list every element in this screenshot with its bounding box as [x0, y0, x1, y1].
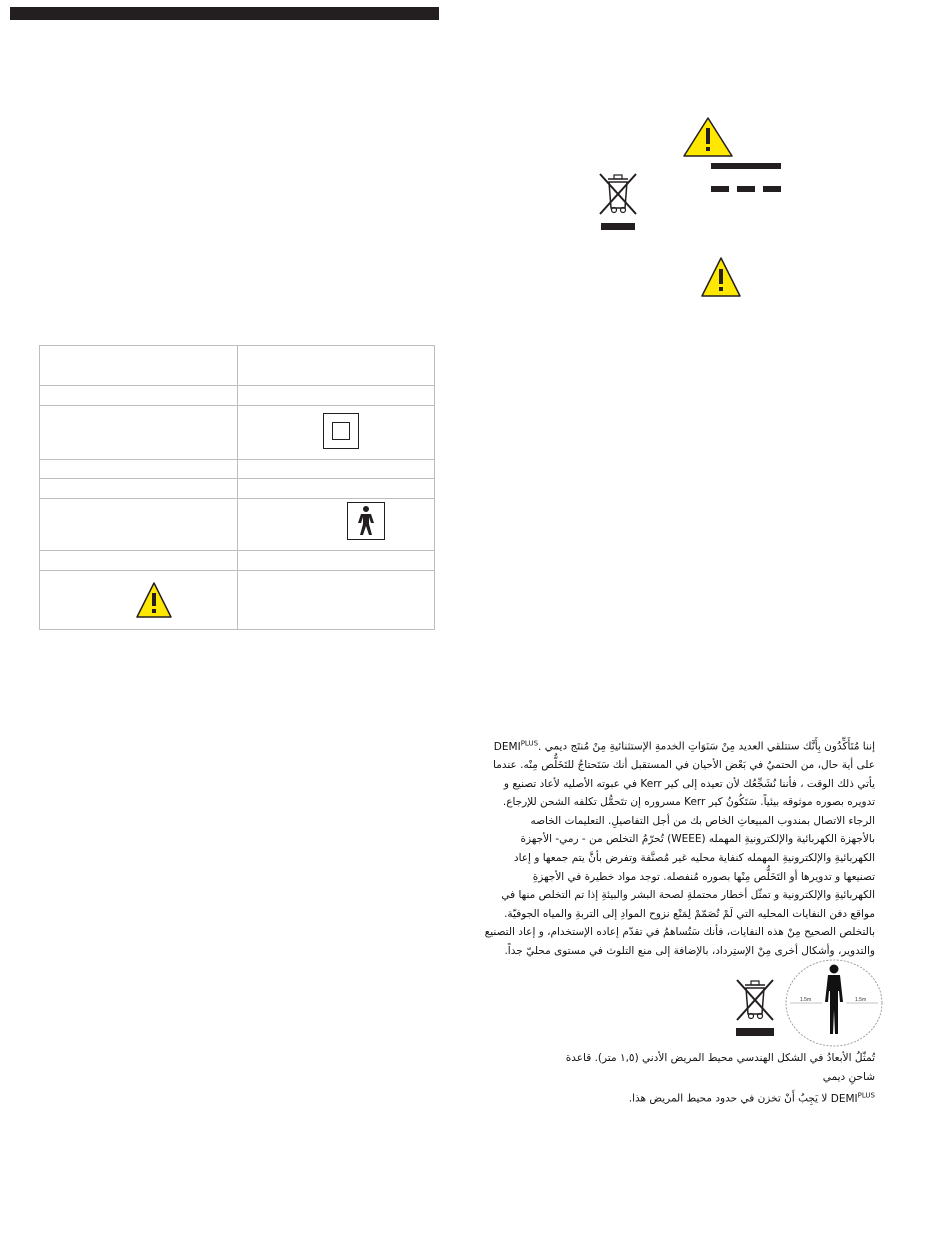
table-row — [40, 460, 434, 479]
paragraph-line: إننا مُتَأَكِّدُون بِأَنَّك ستتلقي العديد مِنْ سَنَوَاتِ الخدمةِ الإستثنائيةِ مِنْ مُنتَج ديمي $DEMI^{PLUS}$. — [493, 739, 875, 753]
type-bf-applied-part-icon — [347, 502, 385, 540]
paragraph-line: والتدوير، وأشكال أخرى مِنْ الإستِرداد، بالإضافة إلى منع التلوث في مستوى محليّ جداً. — [504, 945, 875, 958]
warning-triangle-icon — [700, 256, 742, 298]
paragraph-line: الكهربائيةِ والإلكترونية و تمثّل أخطار محتملةِ لصحة البشر والبيئةِ إذا تم التخلص منها في — [501, 889, 875, 902]
warning-triangle-icon — [135, 581, 173, 619]
table-row — [40, 406, 434, 460]
paragraph-line: الكهربائيةِ والإلكترونيةِ المهمله كنفاية محليه غير مُصنَّفة وتفرض بأنَّ يتم جمعها و إعاد — [513, 852, 875, 865]
class-ii-double-insulation-icon — [323, 413, 359, 449]
paragraph-line: تصنيعها و تدويرها أو التَخَلُّص مِنْها بصوره مُنفصله. توجد مواد خطيرة في الأجهزةِ — [532, 870, 875, 883]
warning-triangle-icon — [682, 116, 734, 158]
dimension-label-left: 1.5m — [800, 997, 812, 1003]
symbol-table — [39, 345, 435, 630]
caption-line: تُمثّلُ الأبعادُ في الشكل الهندسي محيط المريض الأدني (١,٥ متر). قاعدة شاحنِ ديمي — [565, 1052, 875, 1083]
table-row — [40, 499, 434, 551]
patient-environment-diagram — [784, 958, 884, 1048]
direct-current-icon — [711, 163, 781, 193]
caption-line: $DEMI^{PLUS}$ لا يَجِبُ أَنْ تخزن في حدود محيط المريض هذا. — [628, 1091, 875, 1105]
paragraph-line: بالأجهزة الكهربائية والإلكترونيةِ المهمله (WEEE) تُحرّمُ التخلص من - رمي- الأجهزة — [520, 833, 875, 846]
patient-environment-caption — [540, 1049, 875, 1108]
table-row — [40, 551, 434, 571]
brand-name: $DEMI^{PLUS}$ — [830, 1091, 875, 1105]
paragraph-line: تدويره بصوره موثوقه بيئياً. سَتَكُونُ كير Kerr مسروره إن تتَحمُّل تكلفه الشحن للإرجاع. — [502, 796, 875, 809]
crossed-out-wheelie-bin-icon — [596, 170, 640, 232]
dimension-label-right: 1.5m — [855, 997, 867, 1003]
standing-person-icon — [825, 965, 843, 1035]
paragraph-line: على أية حال، من الحتميُ في بَعْض الأحيان في المستقبل أنك سَتَحتاجُ للتَخَلُّص مِنْه. عندما — [493, 759, 875, 772]
paragraph-line: بالتخلص الصحيح مِنْ هذه النفايات، فأنك سَتُساهمُ في تقدّم إعاده الإستخدام، و إعاد التصنيع — [484, 926, 875, 939]
recycling-paragraph — [450, 734, 875, 961]
crossed-out-wheelie-bin-icon — [733, 976, 777, 1038]
table-row — [40, 386, 434, 406]
paragraph-line: الرجاء الاتصال بمندوب المبيعاتِ الخاص بك من أجل التفاصيلِ. التعليمات الخاصه — [530, 814, 875, 827]
table-row — [40, 571, 434, 631]
paragraph-line: يأتي ذلك الوقت ، فأننا نُشَجِّعُك لأن تعيده إلى كير Kerr في عبوته الأصليه لأعاد تصنيع و — [503, 777, 875, 790]
table-row — [40, 479, 434, 499]
header-bar — [10, 7, 439, 20]
paragraph-line: مواقع دفن النفايات المحليه التي لَمْ تُصَمّمْ لِمَنْع نزوح الموادِ إلى التربةِ والمياه الجوفيّة. — [504, 907, 875, 920]
brand-name: $DEMI^{PLUS}$. — [493, 739, 542, 753]
table-row — [40, 346, 434, 386]
